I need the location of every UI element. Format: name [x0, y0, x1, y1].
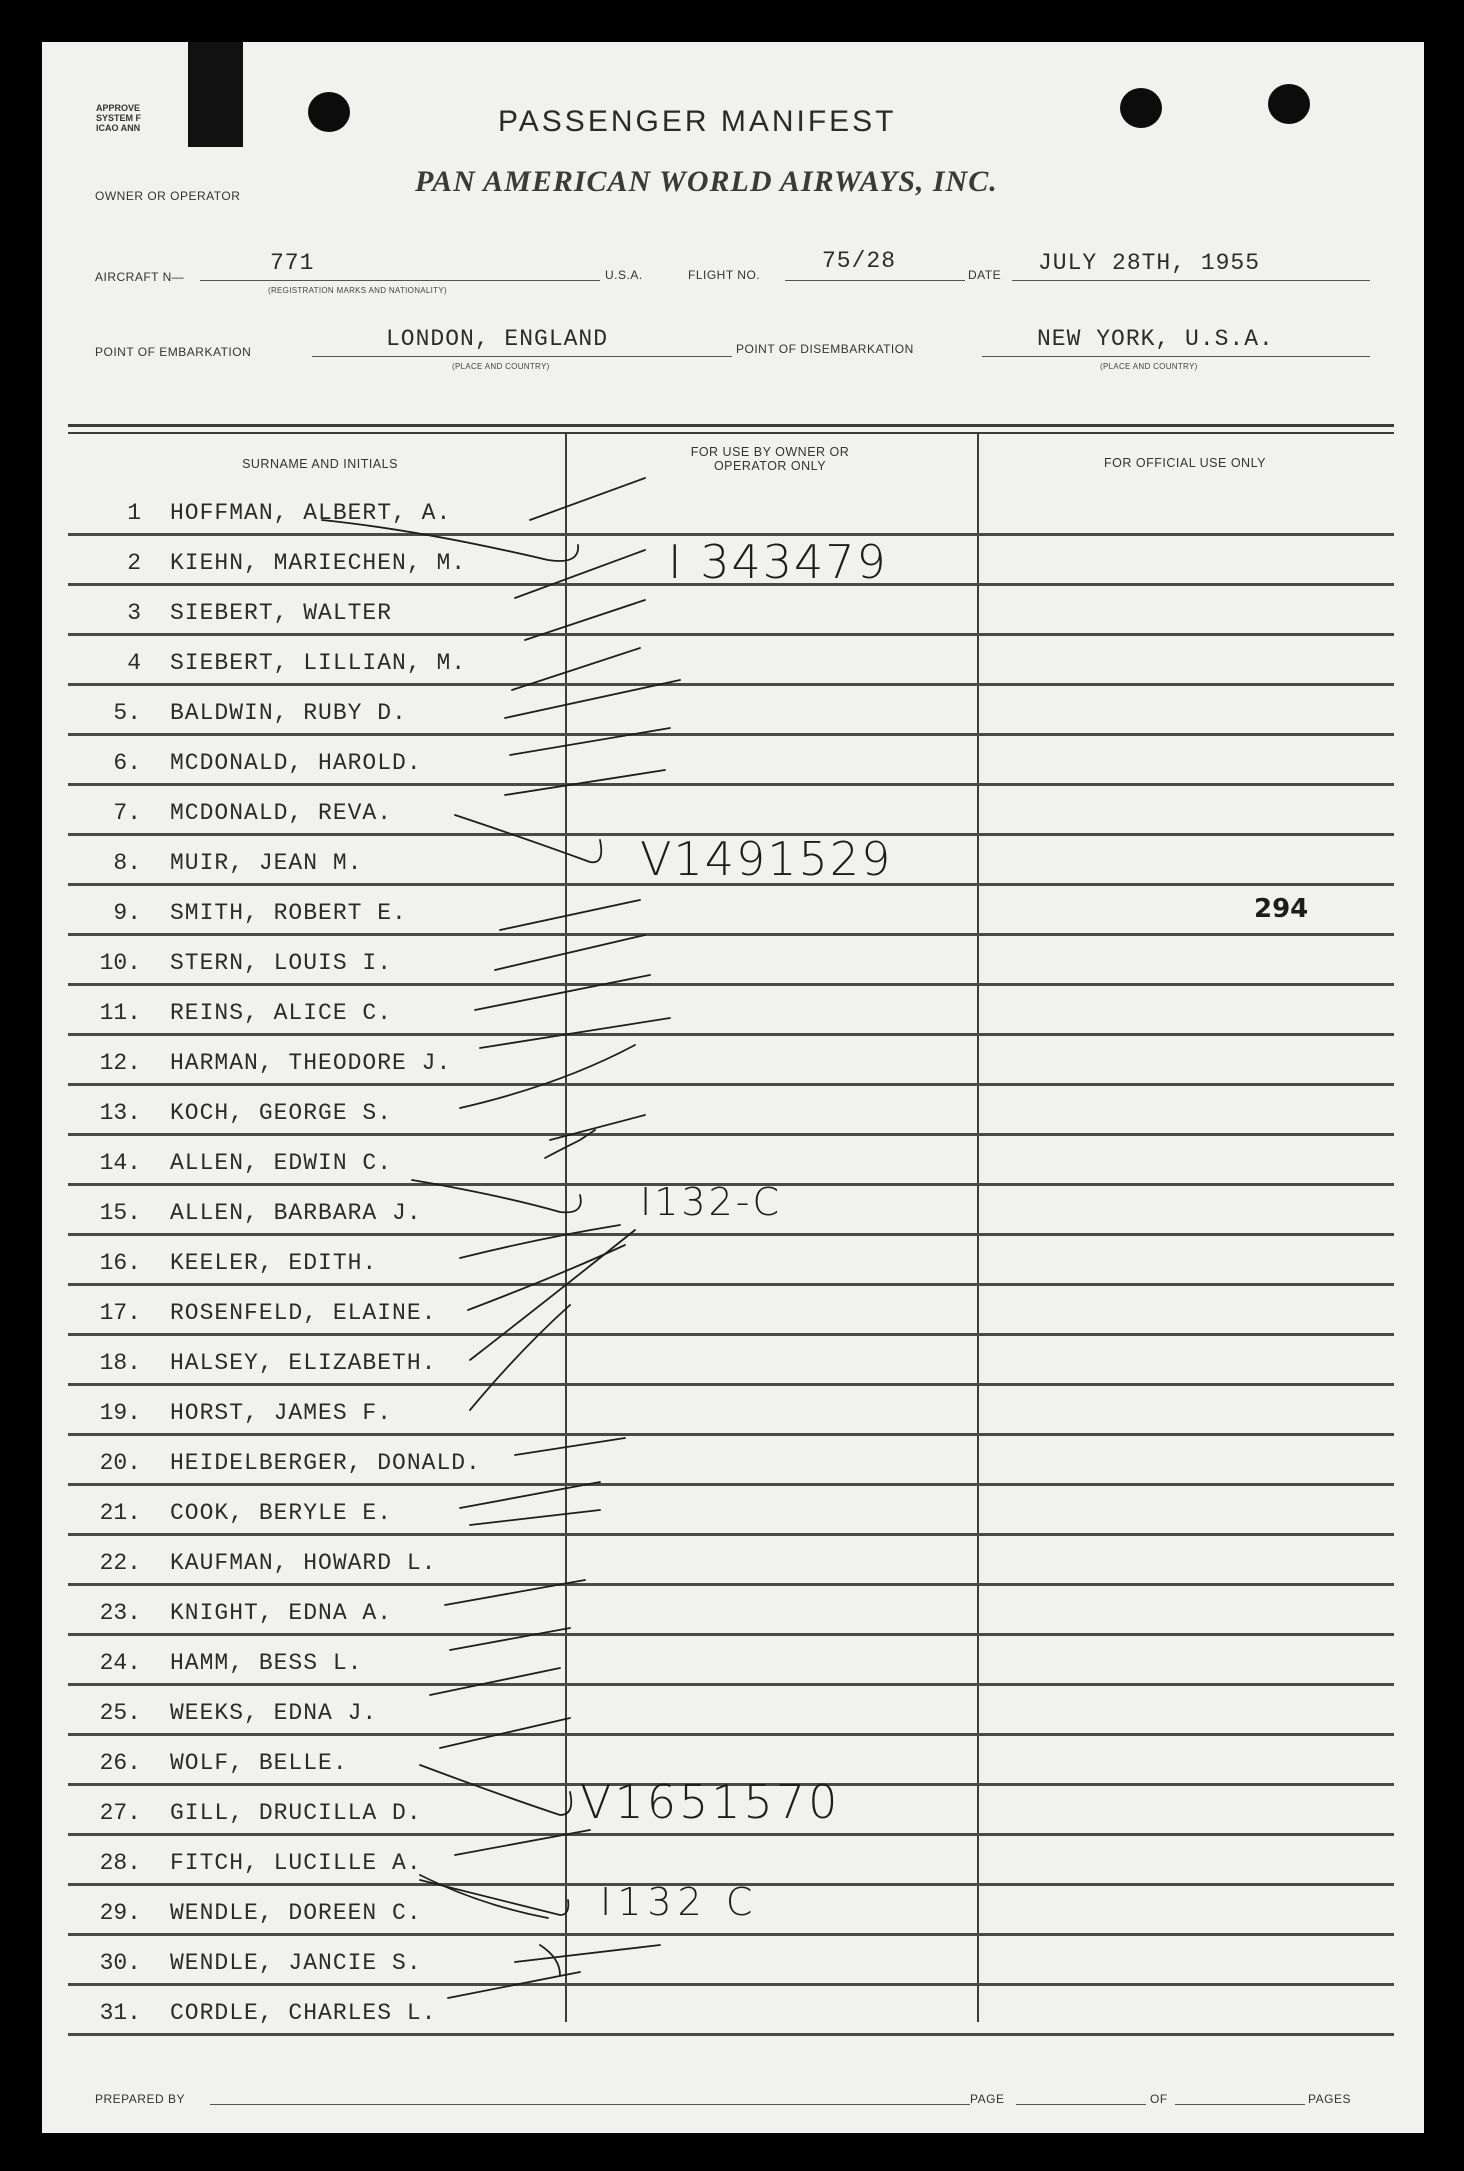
row-number: 31. — [99, 2000, 141, 2026]
check-mark — [460, 1225, 620, 1258]
passenger-name: SIEBERT, WALTER — [170, 600, 393, 626]
registration-sublabel: (REGISTRATION MARKS AND NATIONALITY) — [268, 286, 447, 295]
row-number: 28. — [99, 1850, 141, 1876]
embark-value: LONDON, ENGLAND — [386, 326, 609, 352]
row-number: 19. — [99, 1400, 141, 1426]
passenger-name: CORDLE, CHARLES L. — [170, 2000, 437, 2026]
check-mark — [448, 1972, 580, 1998]
row-number: 9. — [113, 900, 141, 926]
check-mark — [505, 770, 665, 795]
row-number: 18. — [99, 1350, 141, 1376]
column-header-official: FOR OFFICIAL USE ONLY — [1104, 456, 1266, 470]
page-title: PASSENGER MANIFEST — [498, 105, 897, 138]
passenger-name: STERN, LOUIS I. — [170, 950, 393, 976]
row-number: 17. — [99, 1300, 141, 1326]
row-number: 22. — [99, 1550, 141, 1576]
check-mark — [505, 680, 680, 718]
check-mark — [460, 1482, 600, 1508]
check-mark — [480, 1018, 670, 1048]
row-number: 11. — [99, 1000, 141, 1026]
embark-label: POINT OF EMBARKATION — [95, 345, 252, 359]
row-number: 20. — [99, 1450, 141, 1476]
row-number: 29. — [99, 1900, 141, 1926]
check-mark — [530, 478, 645, 520]
passenger-name: HALSEY, ELIZABETH. — [170, 1350, 437, 1376]
passenger-name: WEEKS, EDNA J. — [170, 1700, 378, 1726]
row-number: 14. — [99, 1150, 141, 1176]
row-number: 10. — [99, 950, 141, 976]
row-number: 4 — [127, 650, 141, 676]
passenger-name: KIEHN, MARIECHEN, M. — [170, 550, 467, 576]
row-number: 3 — [127, 600, 141, 626]
passenger-name: FITCH, LUCILLE A. — [170, 1850, 422, 1876]
of-label: OF — [1150, 2092, 1168, 2106]
passenger-name: HAMM, BESS L. — [170, 1650, 363, 1676]
approval-text: APPROVE SYSTEM F ICAO ANN — [96, 103, 142, 133]
check-mark — [450, 1628, 570, 1650]
flight-label: FLIGHT NO. — [688, 268, 761, 282]
passenger-name: MCDONALD, HAROLD. — [170, 750, 422, 776]
column-header-surname: SURNAME AND INITIALS — [242, 457, 398, 471]
page-label: PAGE — [970, 2092, 1005, 2106]
row-number: 30. — [99, 1950, 141, 1976]
check-mark — [445, 1580, 585, 1605]
flight-number: 75/28 — [822, 248, 897, 274]
passenger-name: WOLF, BELLE. — [170, 1750, 348, 1776]
row-number: 15. — [99, 1200, 141, 1226]
row-number: 13. — [99, 1100, 141, 1126]
row-number: 6. — [113, 750, 141, 776]
owner-label: OWNER OR OPERATOR — [95, 189, 241, 203]
passenger-name: ALLEN, EDWIN C. — [170, 1150, 393, 1176]
prepared-by-label: PREPARED BY — [95, 2092, 185, 2106]
row-number: 16. — [99, 1250, 141, 1276]
date-label: DATE — [968, 268, 1002, 282]
passenger-name: ROSENFELD, ELAINE. — [170, 1300, 437, 1326]
row-number: 25. — [99, 1700, 141, 1726]
place-sublabel: (PLACE AND COUNTRY) — [1100, 362, 1198, 371]
prepared-by-underline — [210, 2104, 970, 2105]
check-mark — [440, 1718, 570, 1748]
passenger-name: WENDLE, JANCIE S. — [170, 1950, 422, 1976]
of-underline — [1175, 2104, 1305, 2105]
passenger-name: KEELER, EDITH. — [170, 1250, 378, 1276]
passenger-name: BALDWIN, RUBY D. — [170, 700, 407, 726]
check-mark — [515, 1438, 625, 1455]
passenger-name: ALLEN, BARBARA J. — [170, 1200, 422, 1226]
check-mark — [550, 1115, 645, 1140]
row-number: 2 — [127, 550, 141, 576]
disembark-value: NEW YORK, U.S.A. — [1037, 326, 1274, 352]
check-mark — [430, 1668, 560, 1695]
flight-date: JULY 28TH, 1955 — [1038, 250, 1261, 276]
handwritten-id-row29: I132 C — [600, 1880, 759, 1924]
check-mark — [322, 520, 578, 561]
row-number: 26. — [99, 1750, 141, 1776]
passenger-name: REINS, ALICE C. — [170, 1000, 393, 1026]
handwritten-id-row27: V1651570 — [580, 1775, 841, 1829]
usa-label: U.S.A. — [605, 268, 643, 282]
passenger-name: KNIGHT, EDNA A. — [170, 1600, 393, 1626]
row-number: 1 — [127, 500, 141, 526]
passenger-name: GILL, DRUCILLA D. — [170, 1800, 422, 1826]
passenger-name: MUIR, JEAN M. — [170, 850, 363, 876]
pages-label: PAGES — [1308, 2092, 1351, 2106]
check-mark — [500, 900, 640, 930]
check-mark — [475, 975, 650, 1010]
handwritten-id-row15: I132-C — [640, 1180, 782, 1224]
check-mark — [460, 1045, 635, 1108]
check-mark — [420, 1765, 571, 1815]
passenger-name: SMITH, ROBERT E. — [170, 900, 407, 926]
row-number: 23. — [99, 1600, 141, 1626]
check-mark — [455, 815, 601, 862]
handwritten-id-row2: I 343479 — [668, 535, 888, 589]
check-mark — [455, 1830, 590, 1855]
page-underline — [1016, 2104, 1146, 2105]
disembark-label: POINT OF DISEMBARKATION — [736, 342, 914, 356]
passenger-name: HOFFMAN, ALBERT, A. — [170, 500, 452, 526]
passenger-name: HORST, JAMES F. — [170, 1400, 393, 1426]
check-mark — [525, 600, 645, 640]
passenger-name: MCDONALD, REVA. — [170, 800, 393, 826]
aircraft-label: AIRCRAFT N— — [95, 270, 185, 284]
column-header-operator: FOR USE BY OWNER OR OPERATOR ONLY — [690, 445, 850, 473]
passenger-name: HEIDELBERGER, DONALD. — [170, 1450, 481, 1476]
row-number: 24. — [99, 1650, 141, 1676]
row-number: 27. — [99, 1800, 141, 1826]
place-sublabel: (PLACE AND COUNTRY) — [452, 362, 550, 371]
check-mark — [512, 648, 640, 690]
passenger-name: SIEBERT, LILLIAN, M. — [170, 650, 467, 676]
row-number: 5. — [113, 700, 141, 726]
aircraft-value: 771 — [270, 250, 315, 276]
official-number-row9: 294 — [1254, 894, 1309, 924]
row-number: 8. — [113, 850, 141, 876]
operator-name: PAN AMERICAN WORLD AIRWAYS, INC. — [415, 165, 998, 198]
passenger-name: WENDLE, DOREEN C. — [170, 1900, 422, 1926]
check-mark — [495, 935, 645, 970]
handwritten-id-row8: V1491529 — [640, 832, 893, 886]
passenger-name: KAUFMAN, HOWARD L. — [170, 1550, 437, 1576]
check-mark — [515, 1945, 660, 1975]
row-number: 12. — [99, 1050, 141, 1076]
row-number: 21. — [99, 1500, 141, 1526]
check-mark — [412, 1180, 581, 1212]
passenger-name: HARMAN, THEODORE J. — [170, 1050, 452, 1076]
passenger-name: COOK, BERYLE E. — [170, 1500, 393, 1526]
passenger-name: KOCH, GEORGE S. — [170, 1100, 393, 1126]
row-number: 7. — [113, 800, 141, 826]
check-mark — [470, 1510, 600, 1525]
check-mark — [510, 728, 670, 755]
